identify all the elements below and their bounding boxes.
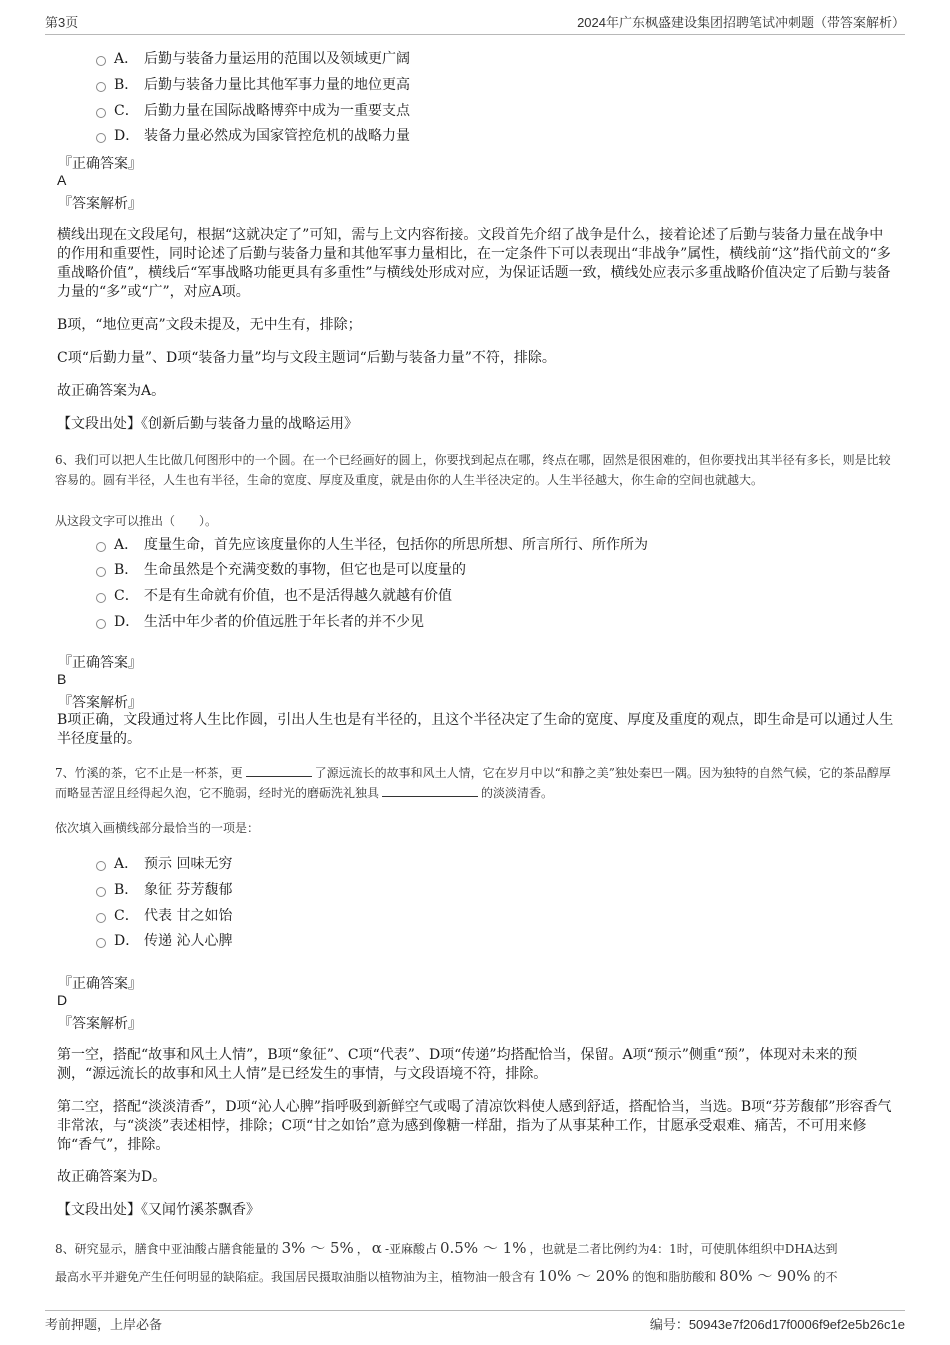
correct-answer: B [57,671,67,687]
document-id: 编号：50943e7f206d17f0006f9ef2e5b26c1e [649,1316,905,1332]
radio-icon[interactable] [96,542,106,552]
question-stem: 6、我们可以把人生比做几何图形中的一个圆。在一个已经画好的圆上，你要找到起点在哪，终点在哪，固然是很困难的，但你要找出其半径有多长，则是比较容易的。圆有半径，人生也有半径，生命的宽度、厚度及重度，就是由你的人生半径决定的。人生半径越大，你生命的空间也就越大。 [55,453,891,487]
q6-option-d[interactable]: D． 生活中年少者的价值远胜于年长者的并不少见 [96,611,424,631]
analysis-paragraph: C项“后勤力量”、D项“装备力量”均与文段主题词“后勤与装备力量”不符，排除。 [57,350,556,366]
correct-answer: D [57,992,68,1008]
question-stem: 8、研究显示，膳食中亚油酸占膳食能量的 3% ～ 5% ， α -亚麻酸占 0.5% ～ 1% ，也就是二者比例约为4：1时，可使肌体组织中DHA达到 [55,1239,838,1257]
q6-option-c[interactable]: C． 不是有生命就有价值，也不是活得越久就越有价值 [96,585,452,605]
radio-icon[interactable] [96,82,106,92]
q5-option-c[interactable]: C． 后勤力量在国际战略博弈中成为一重要支点 [96,100,410,120]
radio-icon[interactable] [96,593,106,603]
analysis-label: 『答案解析』 [58,1016,142,1032]
page-footer [45,1310,905,1335]
footer-slogan: 考前押题，上岸必备 [45,1316,163,1332]
radio-icon[interactable] [96,619,106,629]
radio-icon[interactable] [96,133,106,143]
q7-option-c[interactable]: C． 代表 甘之如饴 [96,905,232,925]
answer-label: 『正确答案』 [58,976,142,992]
radio-icon[interactable] [96,108,106,118]
question-prompt: 从这段文字可以推出（ ）。 [55,514,218,528]
radio-icon[interactable] [96,913,106,923]
analysis-paragraph: 第一空，搭配“故事和风土人情”，B项“象征”、C项“代表”、D项“传递”均搭配恰当，保留。A项“预示”侧重“预”，体现对未来的预测，“源远流长的故事和风土人情”是已经发生的事情，与文段语境不符，排除。 [57,1047,858,1082]
analysis-conclusion: 故正确答案为A。 [57,383,166,399]
q6-option-a[interactable]: A． 度量生命，首先应该度量你的人生半径，包括你的所思所想、所言所行、所作所为 [96,534,648,554]
question-stem-continued: 最高水平并避免产生任何明显的缺陷症。我国居民摄取油脂以植物油为主，植物油一般含有 10% ～ 20% 的饱和脂肪酸和 80% ～ 90% 的不 [55,1267,838,1285]
question-stem: 7、竹溪的茶，它不止是一杯茶，更 了源远流长的故事和风土人情，它在岁月中以“和静之美”独处秦巴一隅。因为独特的自然气候，它的茶品醇厚而略显苦涩且经得起久泡，它不脆弱，经时光的磨砺洗礼独具 的淡淡清香。 [55,766,891,800]
analysis-paragraph: B项，“地位更高”文段未提及，无中生有，排除； [57,317,362,333]
correct-answer: A [57,172,67,188]
analysis-paragraph: 横线出现在文段尾句，根据“这就决定了”可知，需与上文内容衔接。文段首先介绍了战争是什么，接着论述了后勤与装备力量在战争中的作用和重要性，同时论述了后勤与装备力量和其他军事力量相比，在一定条件下可以表现出“非战争”属性，横线前“这”指代前文的“多重战略价值”，横线后“军事战略功能更具有多重性”与横线处形成对应，为保证话题一致，横线处应表示多重战略价值决定了后勤与装备力量的“多”或“广”，对应A项。 [57,227,891,300]
analysis-conclusion: 故正确答案为D。 [57,1169,167,1185]
question-prompt: 依次填入画横线部分最恰当的一项是： [55,821,260,835]
q5-option-d[interactable]: D． 装备力量必然成为国家管控危机的战略力量 [96,125,410,145]
q7-option-b[interactable]: B． 象征 芬芳馥郁 [96,879,232,899]
q7-option-a[interactable]: A． 预示 回味无穷 [96,853,232,873]
answer-label: 『正确答案』 [58,655,142,671]
analysis-paragraph: 第二空，搭配“淡淡清香”，D项“沁人心脾”指呼吸到新鲜空气或喝了清凉饮料使人感到舒适，搭配恰当，当选。B项“芬芳馥郁”形容香气非常浓，与“淡淡”表述相悖，排除；C项“甘之如饴”意为感到像糖一样甜，指为了从事某种工作，甘愿承受艰难、痛苦，不可用来修饰“香气”，排除。 [57,1099,892,1153]
document-title: 2024年广东枫盛建设集团招聘笔试冲刺题（带答案解析） [577,14,905,30]
source-citation: 【文段出处】《创新后勤与装备力量的战略运用》 [57,416,358,432]
q5-option-b[interactable]: B． 后勤与装备力量比其他军事力量的地位更高 [96,74,410,94]
page-number: 第3页 [45,14,79,30]
radio-icon[interactable] [96,56,106,66]
answer-label: 『正确答案』 [58,156,142,172]
radio-icon[interactable] [96,887,106,897]
analysis-label: 『答案解析』 [58,695,142,711]
page-header [45,8,905,35]
analysis-label: 『答案解析』 [58,196,142,212]
analysis-paragraph: B项正确，文段通过将人生比作圆，引出人生也是有半径的，且这个半径决定了生命的宽度、厚度及重度的观点，即生命是可以通过人生半径度量的。 [57,712,894,747]
radio-icon[interactable] [96,861,106,871]
q6-option-b[interactable]: B． 生命虽然是个充满变数的事物，但它也是可以度量的 [96,559,466,579]
fill-blank [246,764,312,777]
q5-option-a[interactable]: A． 后勤与装备力量运用的范围以及领域更广阔 [96,48,410,68]
q7-option-d[interactable]: D． 传递 沁人心脾 [96,930,232,950]
source-citation: 【文段出处】《又闻竹溪茶飘香》 [57,1202,260,1218]
radio-icon[interactable] [96,567,106,577]
fill-blank [382,784,478,797]
radio-icon[interactable] [96,938,106,948]
